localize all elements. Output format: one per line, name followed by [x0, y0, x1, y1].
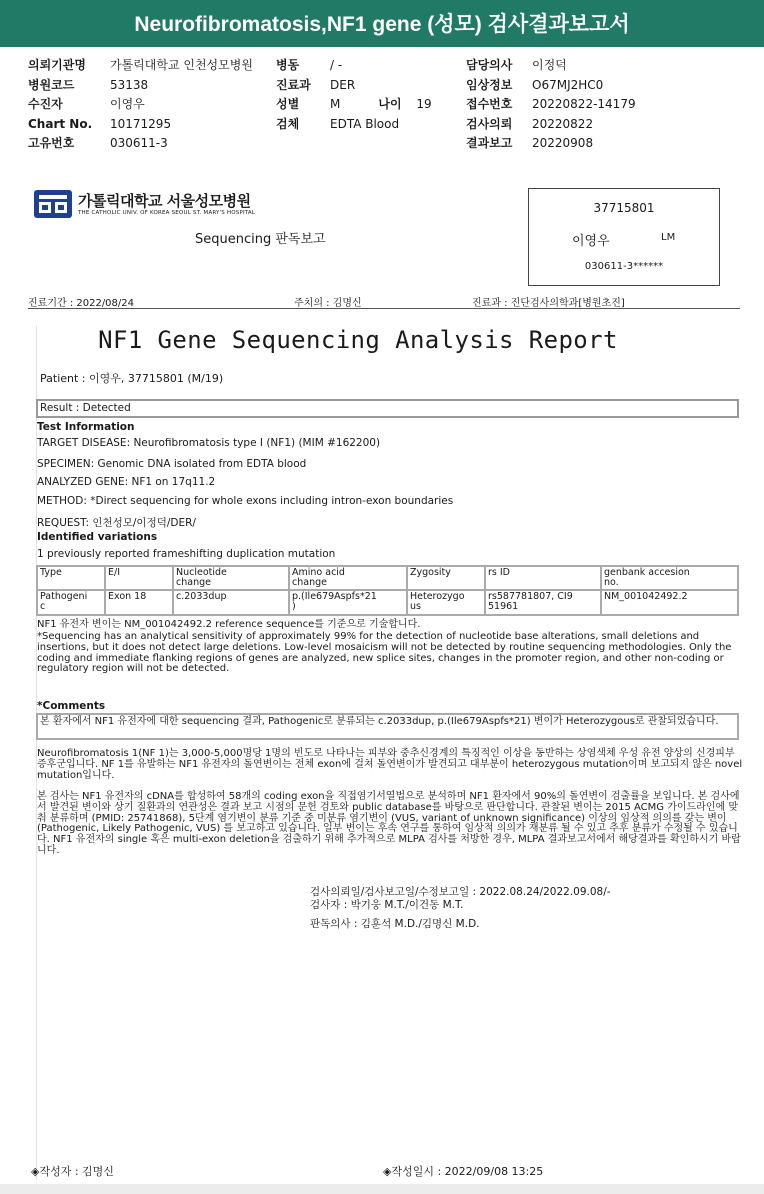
hospital-english-name: THE CATHOLIC UNIV. OF KOREA SEOUL ST. MARY'S HOSPITAL	[78, 210, 256, 216]
header-row-department	[276, 76, 432, 96]
col-header-ei-text: E/I	[108, 567, 121, 578]
value-receipt-no: 20220822-14179	[532, 97, 636, 111]
cell-ei-text: Exon 18	[108, 591, 147, 602]
value-age: 19	[416, 97, 432, 111]
header-row-specimen	[276, 115, 432, 135]
cell-nucleotide	[173, 590, 289, 615]
comments-paragraph-2: 본 검사는 NF1 유전자의 cDNA를 합성하여 58개의 coding exon을 직접염기서열법으로 분석하며 NF1 환자에서 90%의 돌연변이 검출률을 보입니다. 본 검사에서 발견된 변이와 상기 질환과의 연관성은 결과 보고 시점의 문헌 검토와 public database를 바탕으로 판단합니다. 관찰된 변이는 2015 ACMG 가이드라인에 맞춰 분류하며 (PMID: 25741868), 5단계 염기변이 분류 기준 중 미분류 염기변이 (VUS, variant of unknown significance) 이상의 임상적 의의를 갖는 변이 (Pathogenic, Likely Pathogenic, VUS) 를 보고하고 있습니다. 일부 변이는 후속 연구를 통하여 임상적 의의가 재분류 될 수 있고 추후 분류가 수정될 수 있습니다. NF1 유전자의 single 혹은 multi-exon deletion을 검출하기 위해 추가적으로 MLPA 검사를 처방한 경우, MLPA 결과보고서에서 해당결과를 확인하시기 바랍니다.	[37, 791, 741, 856]
cell-type	[37, 590, 105, 615]
hospital-name: 가톨릭대학교 서울성모병원	[78, 192, 251, 210]
header-column-3	[466, 56, 636, 154]
cell-amino-acid	[289, 590, 407, 615]
patient-id-box	[528, 188, 720, 286]
table-row	[37, 590, 738, 615]
value-physician: 이정덕	[532, 58, 567, 72]
analyzed-gene: ANALYZED GENE: NF1 on 17q11.2	[37, 476, 216, 488]
value-institution: 가톨릭대학교 인천성모병원	[110, 58, 253, 72]
label-department: 진료과	[276, 77, 311, 92]
request-line: REQUEST: 인천성모/이정덕/DER/	[37, 517, 196, 529]
comments-heading: *Comments	[37, 700, 106, 712]
header-row-hospital-code	[28, 76, 253, 96]
visit-period: 진료기간 : 2022/08/24	[28, 298, 135, 309]
testers-line: 검사자 : 박기웅 M.T./이건동 M.T.	[310, 899, 464, 911]
visit-department: 진료과 : 진단검사의학과[병원초진]	[472, 298, 625, 309]
value-report-date: 20220908	[532, 136, 594, 150]
comments-summary-box: 본 환자에서 NF1 유전자에 대한 sequencing 결과, Pathogenic로 분류되는 c.2033dup, p.(Ile679Aspfs*21) 변이가 Heterozygous로 관찰되었습니다.	[36, 713, 739, 740]
label-report-date: 결과보고	[466, 136, 513, 150]
cell-zygosity	[407, 590, 485, 615]
header-row-receipt-no	[466, 95, 636, 115]
col-header-amino-acid-text: Amino acid change	[292, 567, 345, 588]
cell-genbank-text: NM_001042492.2	[604, 591, 688, 602]
header-column-2	[276, 56, 432, 134]
header-row-patient	[28, 95, 253, 115]
id-box-name: 이영우	[572, 234, 610, 249]
col-header-type	[37, 566, 105, 590]
header-row-sex-age	[276, 95, 432, 115]
label-age: 나이	[378, 97, 402, 111]
cell-ei	[105, 590, 173, 615]
col-header-nucleotide	[173, 566, 289, 590]
test-information-heading: Test Information	[37, 421, 135, 433]
visit-period-row	[28, 293, 740, 309]
label-unique-no: 고유번호	[28, 136, 75, 150]
col-header-ei	[105, 566, 173, 590]
value-chart-no: 10171295	[110, 116, 172, 131]
cell-rs-id	[485, 590, 601, 615]
label-hospital-code: 병원코드	[28, 77, 75, 92]
readers-line: 판독의사 : 김훈석 M.D./김명신 M.D.	[310, 918, 480, 930]
col-header-genbank-text: genbank accesion no.	[604, 567, 690, 588]
label-institution: 의뢰기관명	[28, 58, 86, 72]
col-header-rs-id-text: rs ID	[488, 567, 510, 578]
header-row-report-date	[466, 134, 636, 154]
col-header-type-text: Type	[40, 567, 62, 578]
id-box-code: 030611-3******	[584, 261, 664, 272]
col-header-genbank	[601, 566, 738, 590]
header-row-ward	[276, 56, 432, 76]
comments-paragraph-1: Neurofibromatosis 1(NF 1)는 3,000-5,000명당 1명의 빈도로 나타나는 피부와 중추신경계의 특징적인 이상을 동반하는 상염색체 우성 유전 양상의 신경피부증후군입니다. NF 1를 유발하는 NF1 유전자의 돌연변이는 전체 exon에 걸쳐 돌연변이가 발견되고 대부분이 heterozygous mutation이며 보고되지 않은 novel mutation입니다.	[37, 748, 743, 781]
col-header-amino-acid	[289, 566, 407, 590]
value-specimen: EDTA Blood	[330, 116, 400, 131]
id-box-number: 37715801	[593, 201, 655, 215]
value-hospital-code: 53138	[110, 77, 149, 92]
identified-variations-heading: Identified variations	[37, 531, 158, 543]
label-chart-no: Chart No.	[28, 116, 93, 131]
method-line: METHOD: *Direct sequencing for whole exons including intron-exon boundaries	[37, 495, 454, 507]
value-clinical-info: O67MJ2HC0	[532, 77, 604, 92]
identified-variations-desc: 1 previously reported frameshifting duplication mutation	[37, 548, 336, 560]
cell-genbank	[601, 590, 738, 615]
variation-table	[36, 565, 739, 616]
col-header-nucleotide-text: Nucleotide change	[176, 567, 227, 588]
value-patient: 이영우	[110, 97, 145, 111]
header-row-physician	[466, 56, 636, 76]
sensitivity-note: *Sequencing has an analytical sensitivity of approximately 99% for the detection of nucleotide base alterations, small deletions and insertions, but it does not detect large deletions. Low-level mosaicism will not be detected by routine sequencing methodologies. Only the coding and immediate flanking regions of genes are analyzed, new splice sites, changes in the promoter region, and other non-coding or regulatory region will not be detected.	[37, 631, 732, 675]
report-heading: NF1 Gene Sequencing Analysis Report	[98, 326, 618, 354]
value-ward: / -	[330, 58, 343, 72]
reference-sequence-note: NF1 유전자 변이는 NM_001042492.2 reference sequence를 기준으로 기술합니다.	[37, 619, 421, 630]
id-box-lm: LM	[661, 232, 676, 243]
cell-type-text: Pathogeni c	[40, 591, 88, 612]
label-request-date: 검사의뢰	[466, 116, 513, 131]
report-dates: 검사의뢰일/검사보고일/수정보고일 : 2022.08.24/2022.09.08/-	[310, 886, 611, 898]
col-header-rs-id	[485, 566, 601, 590]
label-physician: 담당의사	[466, 58, 513, 72]
specimen-line: SPECIMEN: Genomic DNA isolated from EDTA blood	[37, 458, 307, 470]
value-request-date: 20220822	[532, 116, 594, 131]
label-clinical-info: 임상정보	[466, 77, 513, 92]
header-column-1	[28, 56, 253, 154]
label-receipt-no: 접수번호	[466, 97, 513, 111]
label-sex: 성별	[276, 97, 300, 111]
header-row-request-date	[466, 115, 636, 135]
label-patient: 수진자	[28, 97, 63, 111]
variation-table-header	[37, 566, 738, 590]
label-ward: 병동	[276, 58, 300, 72]
value-department: DER	[330, 77, 356, 92]
cell-amino-acid-text: p.(Ile679Aspfs*21 )	[292, 591, 377, 612]
value-unique-no: 030611-3	[110, 136, 168, 150]
cell-rs-id-text: rs587781807, CI9 51961	[488, 591, 573, 612]
footer-writer: ◈작성자 : 김명신	[31, 1165, 114, 1178]
target-disease: TARGET DISEASE: Neurofibromatosis type I (NF1) (MIM #162200)	[37, 437, 381, 449]
footer-written-date: ◈작성일시 : 2022/09/08 13:25	[383, 1165, 544, 1178]
bottom-bar	[0, 1184, 764, 1194]
label-specimen: 검체	[276, 116, 300, 131]
cell-zygosity-text: Heterozygo us	[410, 591, 465, 612]
result-box: Result : Detected	[36, 399, 739, 418]
sequencing-report-type: Sequencing 판독보고	[195, 232, 326, 247]
attending-doctor: 주치의 : 김명신	[294, 298, 362, 309]
patient-line: Patient : 이영우, 37715801 (M/19)	[40, 372, 224, 385]
header-row-clinical-info	[466, 76, 636, 96]
report-title-bar: Neurofibromatosis,NF1 gene (성모) 검사결과보고서	[0, 0, 764, 47]
header-row-unique-no	[28, 134, 253, 154]
header-row-chart-no	[28, 115, 253, 135]
hospital-logo-icon	[33, 189, 73, 219]
value-sex: M	[330, 97, 341, 111]
col-header-zygosity-text: Zygosity	[410, 567, 451, 578]
cell-nucleotide-text: c.2033dup	[176, 591, 227, 602]
header-row-institution	[28, 56, 253, 76]
col-header-zygosity	[407, 566, 485, 590]
